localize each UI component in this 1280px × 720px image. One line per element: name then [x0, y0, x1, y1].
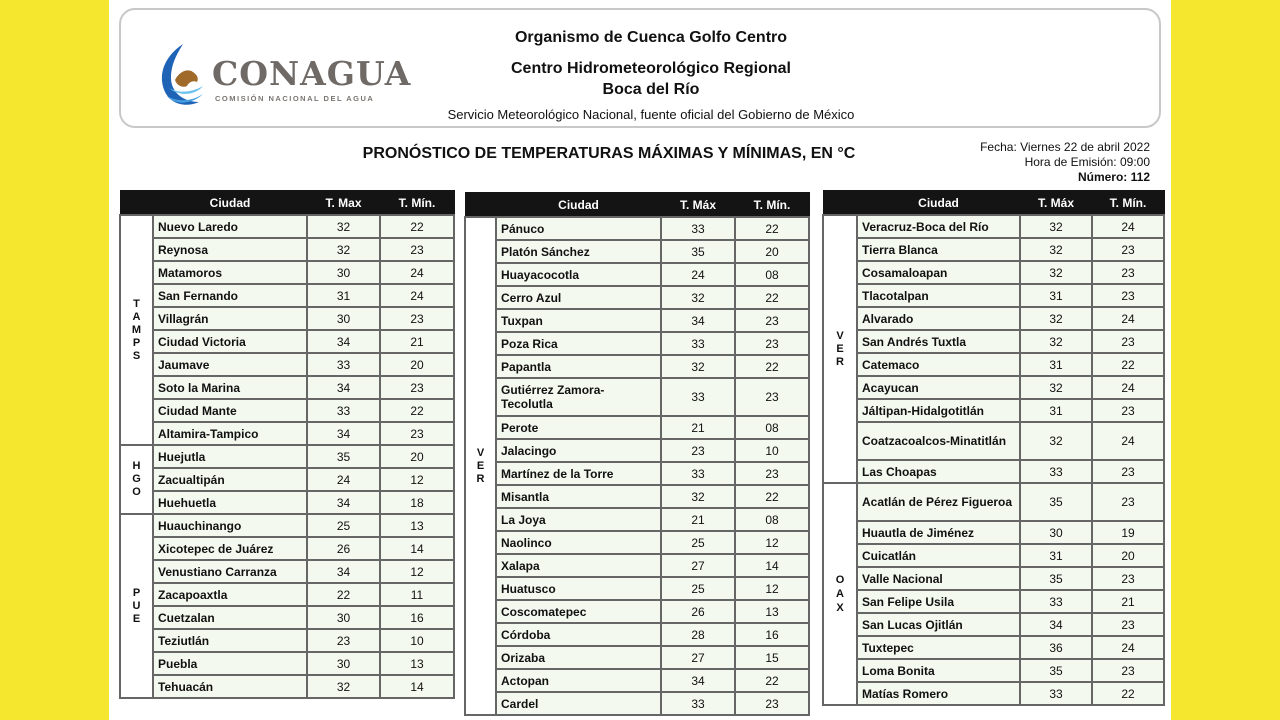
table-row: [823, 659, 1164, 682]
max-temp: 25: [661, 577, 735, 600]
city-name: Huatusco: [496, 577, 661, 600]
city-name: Tierra Blanca: [857, 238, 1020, 261]
city-name: San Lucas Ojitlán: [857, 613, 1020, 636]
city-name: Venustiano Carranza: [153, 560, 307, 583]
min-temp: 12: [380, 560, 454, 583]
table-row: [120, 284, 454, 307]
table-row: [823, 590, 1164, 613]
city-name: Matías Romero: [857, 682, 1020, 705]
city-name: Perote: [496, 416, 661, 439]
min-temp: 08: [735, 508, 809, 531]
min-temp: 20: [380, 445, 454, 468]
min-temp: 22: [380, 399, 454, 422]
city-name: Tehuacán: [153, 675, 307, 698]
column-header: T. Máx: [661, 193, 735, 218]
city-name: La Joya: [496, 508, 661, 531]
min-temp: 23: [1092, 399, 1164, 422]
table-row: [465, 416, 809, 439]
max-temp: 28: [661, 623, 735, 646]
min-temp: 23: [380, 307, 454, 330]
table-row: [465, 355, 809, 378]
min-temp: 10: [380, 629, 454, 652]
forecast-page: [109, 0, 1171, 720]
max-temp: 35: [661, 240, 735, 263]
max-temp: 36: [1020, 636, 1092, 659]
table-row: [120, 445, 454, 468]
column-header: Ciudad: [496, 193, 661, 218]
table-row: [823, 376, 1164, 399]
table-row: [120, 560, 454, 583]
max-temp: 24: [661, 263, 735, 286]
table-row: [465, 669, 809, 692]
max-temp: 33: [1020, 460, 1092, 483]
city-name: Veracruz-Boca del Río: [857, 215, 1020, 238]
max-temp: 32: [661, 286, 735, 309]
city-name: Acatlán de Pérez Figueroa: [857, 483, 1020, 521]
table-row: [465, 462, 809, 485]
table-row: [823, 521, 1164, 544]
max-temp: 34: [307, 560, 380, 583]
min-temp: 24: [1092, 307, 1164, 330]
max-temp: 24: [307, 468, 380, 491]
max-temp: 31: [1020, 399, 1092, 422]
state-abbreviation: T A M P S: [131, 297, 142, 362]
table-row: [120, 353, 454, 376]
city-name: Huehuetla: [153, 491, 307, 514]
max-temp: 33: [1020, 682, 1092, 705]
city-name: Altamira-Tampico: [153, 422, 307, 445]
state-abbreviation: H G O: [132, 460, 141, 498]
max-temp: 32: [1020, 238, 1092, 261]
city-name: Huejutla: [153, 445, 307, 468]
city-name: Xalapa: [496, 554, 661, 577]
max-temp: 32: [661, 355, 735, 378]
min-temp: 24: [1092, 422, 1164, 460]
max-temp: 32: [307, 675, 380, 698]
min-temp: 08: [735, 416, 809, 439]
table-row: [465, 554, 809, 577]
table-row: [823, 422, 1164, 460]
max-temp: 35: [1020, 659, 1092, 682]
max-temp: 26: [307, 537, 380, 560]
table-row: [465, 485, 809, 508]
table-row: [120, 376, 454, 399]
column-header: T. Max: [307, 191, 380, 216]
org-line-3: Boca del Río: [602, 81, 700, 98]
city-name: Cerro Azul: [496, 286, 661, 309]
city-name: Huayacocotla: [496, 263, 661, 286]
table-header-row: [823, 191, 1164, 216]
min-temp: 23: [1092, 330, 1164, 353]
min-temp: 22: [735, 669, 809, 692]
min-temp: 24: [1092, 636, 1164, 659]
min-temp: 20: [735, 240, 809, 263]
max-temp: 33: [661, 332, 735, 355]
city-name: Cosamaloapan: [857, 261, 1020, 284]
city-name: Las Choapas: [857, 460, 1020, 483]
city-name: Zacapoaxtla: [153, 583, 307, 606]
bulletin-number-label: Número: 112: [1077, 170, 1150, 184]
table-row: [465, 240, 809, 263]
state-abbreviation: O A X: [835, 574, 845, 614]
forecast-table-1: [119, 190, 455, 699]
min-temp: 20: [1092, 544, 1164, 567]
min-temp: 16: [735, 623, 809, 646]
city-name: Reynosa: [153, 238, 307, 261]
city-name: Jáltipan-Hidalgotitlán: [857, 399, 1020, 422]
city-name: Loma Bonita: [857, 659, 1020, 682]
min-temp: 23: [1092, 483, 1164, 521]
table-row: [120, 606, 454, 629]
max-temp: 34: [1020, 613, 1092, 636]
min-temp: 19: [1092, 521, 1164, 544]
max-temp: 21: [661, 508, 735, 531]
min-temp: 13: [380, 652, 454, 675]
city-name: Cardel: [496, 692, 661, 715]
table-row: [823, 544, 1164, 567]
max-temp: 33: [307, 399, 380, 422]
max-temp: 33: [661, 378, 735, 416]
max-temp: 33: [661, 692, 735, 715]
min-temp: 24: [1092, 215, 1164, 238]
city-name: Villagrán: [153, 307, 307, 330]
min-temp: 13: [380, 514, 454, 537]
city-name: Soto la Marina: [153, 376, 307, 399]
forecast-table-2: [464, 192, 810, 716]
table-header-row: [120, 191, 454, 216]
min-temp: 18: [380, 491, 454, 514]
city-name: Cuetzalan: [153, 606, 307, 629]
city-name: San Andrés Tuxtla: [857, 330, 1020, 353]
min-temp: 21: [1092, 590, 1164, 613]
table-row: [465, 332, 809, 355]
table-row: [465, 531, 809, 554]
max-temp: 32: [307, 215, 380, 238]
max-temp: 35: [307, 445, 380, 468]
max-temp: 30: [307, 261, 380, 284]
table-row: [823, 238, 1164, 261]
forecast-table-3: [822, 190, 1165, 706]
city-name: Zacualtipán: [153, 468, 307, 491]
column-header: T. Máx: [1020, 191, 1092, 216]
max-temp: 23: [307, 629, 380, 652]
state-label: [823, 215, 857, 483]
max-temp: 33: [307, 353, 380, 376]
city-name: Alvarado: [857, 307, 1020, 330]
min-temp: 23: [380, 238, 454, 261]
city-name: Pánuco: [496, 217, 661, 240]
min-temp: 11: [380, 583, 454, 606]
max-temp: 30: [1020, 521, 1092, 544]
max-temp: 32: [661, 485, 735, 508]
min-temp: 23: [735, 378, 809, 416]
table-row: [465, 286, 809, 309]
min-temp: 23: [1092, 613, 1164, 636]
max-temp: 35: [1020, 567, 1092, 590]
max-temp: 31: [1020, 353, 1092, 376]
min-temp: 20: [380, 353, 454, 376]
logo-subtitle: COMISIÓN NACIONAL DEL AGUA: [215, 94, 375, 103]
min-temp: 14: [380, 675, 454, 698]
city-name: Huautla de Jiménez: [857, 521, 1020, 544]
max-temp: 32: [1020, 376, 1092, 399]
table-row: [465, 378, 809, 416]
city-name: Valle Nacional: [857, 567, 1020, 590]
min-temp: 23: [735, 309, 809, 332]
table-row: [120, 583, 454, 606]
column-header: T. Mín.: [1092, 191, 1164, 216]
state-header-cell: [465, 193, 496, 218]
city-name: Naolinco: [496, 531, 661, 554]
max-temp: 34: [307, 330, 380, 353]
min-temp: 23: [1092, 460, 1164, 483]
max-temp: 30: [307, 606, 380, 629]
max-temp: 27: [661, 646, 735, 669]
max-temp: 31: [307, 284, 380, 307]
city-name: Martínez de la Torre: [496, 462, 661, 485]
table-row: [120, 491, 454, 514]
max-temp: 21: [661, 416, 735, 439]
max-temp: 32: [1020, 215, 1092, 238]
min-temp: 24: [380, 284, 454, 307]
table-row: [120, 399, 454, 422]
table-row: [120, 261, 454, 284]
table-row: [465, 577, 809, 600]
table-row: [120, 238, 454, 261]
document-title: PRONÓSTICO DE TEMPERATURAS MÁXIMAS Y MÍNIMAS, EN °C: [362, 145, 856, 162]
table-row: [120, 652, 454, 675]
table-row: [465, 623, 809, 646]
table-row: [823, 682, 1164, 705]
max-temp: 27: [661, 554, 735, 577]
max-temp: 32: [307, 238, 380, 261]
min-temp: 22: [735, 217, 809, 240]
max-temp: 22: [307, 583, 380, 606]
max-temp: 34: [661, 669, 735, 692]
min-temp: 23: [1092, 238, 1164, 261]
min-temp: 14: [735, 554, 809, 577]
min-temp: 22: [380, 215, 454, 238]
column-header: T. Mín.: [380, 191, 454, 216]
max-temp: 25: [661, 531, 735, 554]
max-temp: 34: [661, 309, 735, 332]
min-temp: 23: [735, 462, 809, 485]
max-temp: 26: [661, 600, 735, 623]
state-abbreviation: V E R: [476, 446, 485, 485]
city-name: Matamoros: [153, 261, 307, 284]
max-temp: 23: [661, 439, 735, 462]
state-header-cell: [823, 191, 857, 216]
max-temp: 34: [307, 422, 380, 445]
table-row: [823, 567, 1164, 590]
city-name: Actopan: [496, 669, 661, 692]
city-name: Ciudad Mante: [153, 399, 307, 422]
max-temp: 30: [307, 307, 380, 330]
city-name: Puebla: [153, 652, 307, 675]
table-row: [465, 508, 809, 531]
city-name: Ciudad Victoria: [153, 330, 307, 353]
table-row: [823, 330, 1164, 353]
column-header: Ciudad: [153, 191, 307, 216]
table-row: [823, 636, 1164, 659]
state-label: [120, 215, 153, 445]
city-name: Jaumave: [153, 353, 307, 376]
table-row: [120, 514, 454, 537]
city-name: San Felipe Usila: [857, 590, 1020, 613]
max-temp: 35: [1020, 483, 1092, 521]
city-name: Jalacingo: [496, 439, 661, 462]
table-row: [465, 646, 809, 669]
min-temp: 16: [380, 606, 454, 629]
city-name: Gutiérrez Zamora-Tecolutla: [496, 378, 661, 416]
max-temp: 32: [1020, 422, 1092, 460]
date-label: Fecha: Viernes 22 de abril 2022: [980, 140, 1150, 154]
state-label: [120, 445, 153, 514]
table-row: [120, 629, 454, 652]
min-temp: 23: [735, 332, 809, 355]
city-name: Cuicatlán: [857, 544, 1020, 567]
table-row: [120, 468, 454, 491]
min-temp: 22: [1092, 682, 1164, 705]
min-temp: 15: [735, 646, 809, 669]
min-temp: 22: [735, 485, 809, 508]
max-temp: 32: [1020, 261, 1092, 284]
conagua-emblem-icon: [153, 42, 209, 108]
max-temp: 25: [307, 514, 380, 537]
min-temp: 13: [735, 600, 809, 623]
state-label: [465, 217, 496, 715]
min-temp: 21: [380, 330, 454, 353]
table-row: [120, 215, 454, 238]
min-temp: 22: [735, 355, 809, 378]
min-temp: 08: [735, 263, 809, 286]
city-name: Orizaba: [496, 646, 661, 669]
min-temp: 14: [380, 537, 454, 560]
table-row: [465, 263, 809, 286]
min-temp: 23: [1092, 261, 1164, 284]
city-name: Coscomatepec: [496, 600, 661, 623]
state-abbreviation: V E R: [836, 329, 844, 368]
min-temp: 23: [380, 422, 454, 445]
table-row: [120, 330, 454, 353]
city-name: Nuevo Laredo: [153, 215, 307, 238]
table-row: [823, 460, 1164, 483]
table-row: [823, 483, 1164, 521]
min-temp: 23: [1092, 284, 1164, 307]
min-temp: 24: [1092, 376, 1164, 399]
min-temp: 22: [735, 286, 809, 309]
table-row: [465, 439, 809, 462]
min-temp: 22: [1092, 353, 1164, 376]
city-name: Tlacotalpan: [857, 284, 1020, 307]
city-name: Xicotepec de Juárez: [153, 537, 307, 560]
table-row: [120, 307, 454, 330]
max-temp: 33: [661, 462, 735, 485]
max-temp: 31: [1020, 284, 1092, 307]
state-label: [823, 483, 857, 705]
table-row: [120, 422, 454, 445]
org-line-1: Organismo de Cuenca Golfo Centro: [514, 29, 788, 46]
table-row: [823, 284, 1164, 307]
table-row: [465, 692, 809, 715]
max-temp: 31: [1020, 544, 1092, 567]
table-row: [823, 307, 1164, 330]
city-name: Coatzacoalcos-Minatitlán: [857, 422, 1020, 460]
min-temp: 23: [1092, 659, 1164, 682]
header-box: [119, 8, 1161, 128]
city-name: Tuxtepec: [857, 636, 1020, 659]
table-header-row: [465, 193, 809, 218]
city-name: Tuxpan: [496, 309, 661, 332]
city-name: Misantla: [496, 485, 661, 508]
table-row: [823, 261, 1164, 284]
city-name: Córdoba: [496, 623, 661, 646]
max-temp: 34: [307, 376, 380, 399]
org-line-2: Centro Hidrometeorológico Regional: [510, 60, 791, 77]
city-name: Platón Sánchez: [496, 240, 661, 263]
city-name: Catemaco: [857, 353, 1020, 376]
min-temp: 24: [380, 261, 454, 284]
max-temp: 32: [1020, 330, 1092, 353]
min-temp: 12: [735, 577, 809, 600]
emission-time-label: Hora de Emisión: 09:00: [1024, 155, 1150, 169]
city-name: Papantla: [496, 355, 661, 378]
city-name: Poza Rica: [496, 332, 661, 355]
table-row: [823, 215, 1164, 238]
conagua-logo: [153, 46, 413, 112]
min-temp: 10: [735, 439, 809, 462]
min-temp: 12: [380, 468, 454, 491]
table-row: [823, 399, 1164, 422]
state-label: [120, 514, 153, 698]
city-name: Acayucan: [857, 376, 1020, 399]
column-header: Ciudad: [857, 191, 1020, 216]
column-header: T. Mín.: [735, 193, 809, 218]
table-row: [465, 217, 809, 240]
table-row: [465, 309, 809, 332]
logo-name: CONAGUA: [212, 54, 412, 93]
service-line: Servicio Meteorológico Nacional, fuente oficial del Gobierno de México: [447, 107, 855, 122]
max-temp: 32: [1020, 307, 1092, 330]
table-row: [120, 675, 454, 698]
min-temp: 23: [735, 692, 809, 715]
max-temp: 33: [661, 217, 735, 240]
table-row: [120, 537, 454, 560]
state-abbreviation: P U E: [132, 586, 141, 625]
max-temp: 34: [307, 491, 380, 514]
max-temp: 33: [1020, 590, 1092, 613]
table-row: [465, 600, 809, 623]
table-row: [823, 353, 1164, 376]
city-name: Teziutlán: [153, 629, 307, 652]
state-header-cell: [120, 191, 153, 216]
city-name: San Fernando: [153, 284, 307, 307]
min-temp: 23: [1092, 567, 1164, 590]
min-temp: 23: [380, 376, 454, 399]
table-row: [823, 613, 1164, 636]
min-temp: 12: [735, 531, 809, 554]
max-temp: 30: [307, 652, 380, 675]
city-name: Huauchinango: [153, 514, 307, 537]
